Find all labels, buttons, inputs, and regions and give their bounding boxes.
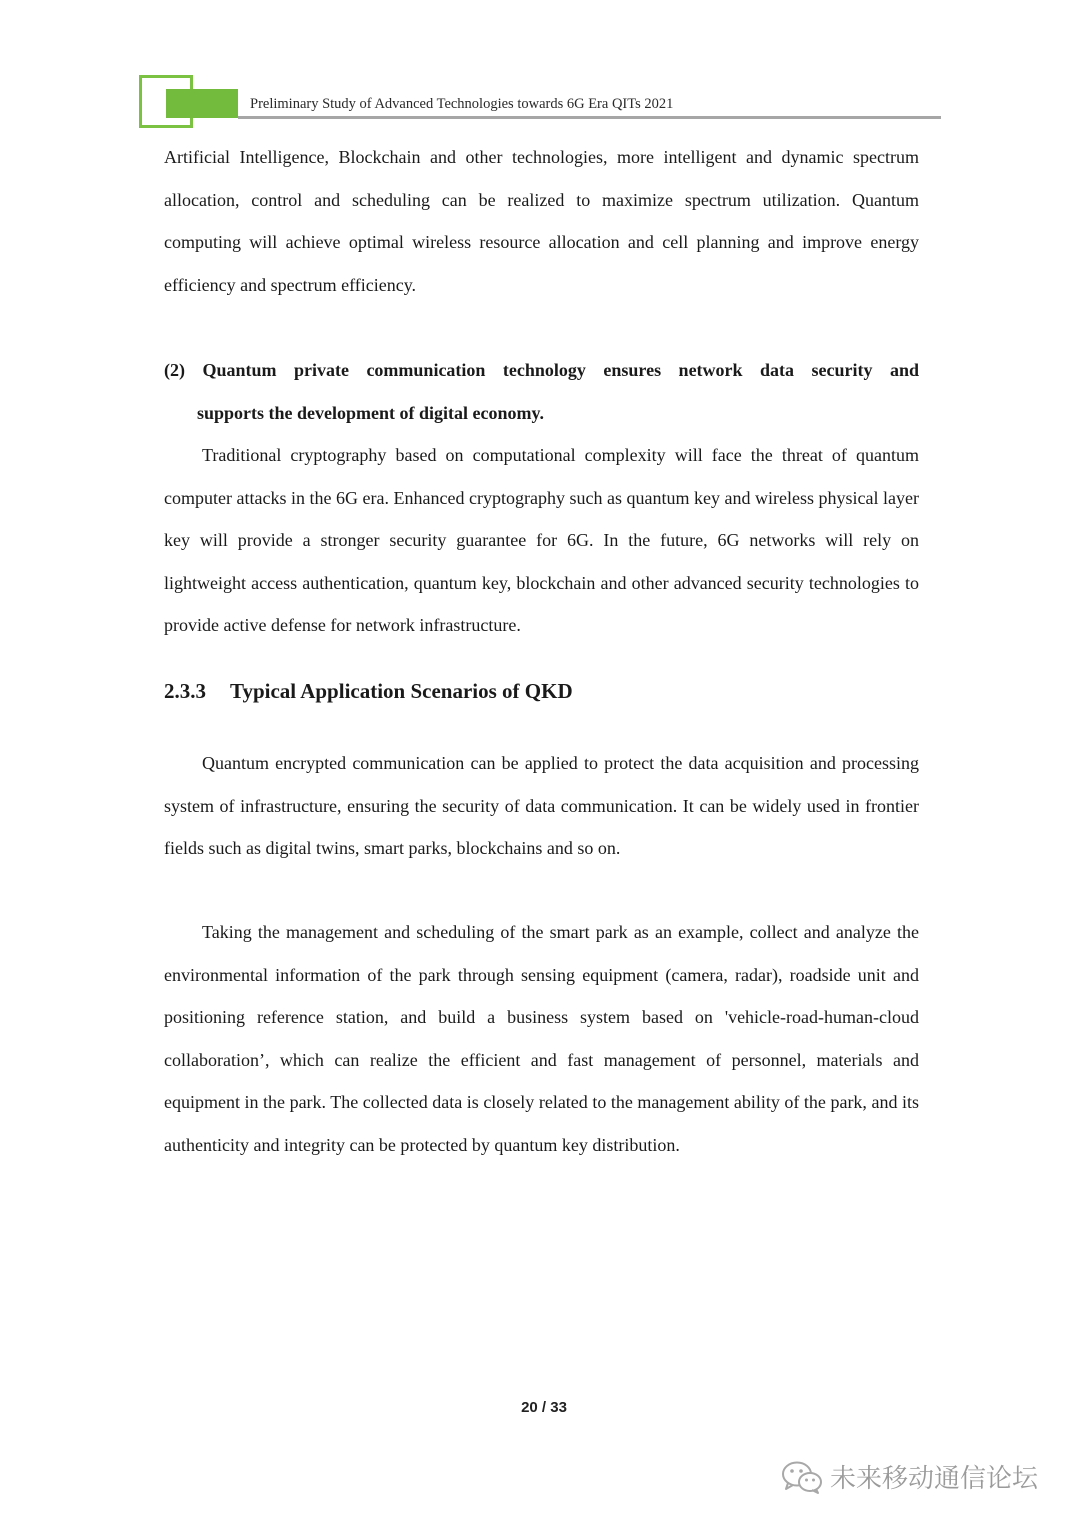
header-logo-fill (166, 89, 238, 118)
subheading-line-2: supports the development of digital economy. (197, 402, 545, 423)
section-title: Typical Application Scenarios of QKD (230, 679, 573, 703)
paragraph-qkd-applications: Quantum encrypted communication can be applied to protect the data acquisition and processing system of infrastructure, ensuring the security of data communication. It can be widely used in frontier fields such as digital twins, smart parks, blockchains and so on. (164, 753, 919, 858)
header-rule (238, 116, 941, 119)
paragraph-cryptography: Traditional cryptography based on computational complexity will face the threat of quantum computer attacks in the 6G era. Enhanced cryptography such as quantum key and wireless physical layer key will provide a stronger security guarantee for 6G. In the future, 6G networks will rely on lightweight access authentication, quantum key, blockchain and other advanced security technologies to provide active defense for network infrastructure. (164, 445, 919, 635)
subheading-line-1: (2) Quantum private communication technology ensures network data security and (164, 360, 919, 380)
watermark-text: 未来移动通信论坛 (830, 1464, 1039, 1494)
wechat-icon (780, 1459, 824, 1495)
header-title: Preliminary Study of Advanced Technologies towards 6G Era QITs 2021 (250, 96, 674, 112)
paragraph-smart-park: Taking the management and scheduling of the smart park as an example, collect and analyze the environmental information of the park through sensing equipment (camera, radar), roadside unit and positioning reference station, and build a business system based on 'vehicle-road-human-cloud collaboration’, which can realize the efficient and fast management of personnel, materials and equipment in the park. The collected data is closely related to the management ability of the park, and its authenticity and integrity can be protected by quantum key distribution. (164, 922, 919, 1155)
section-number: 2.3.3 (164, 679, 206, 703)
page-number: 20 / 33 (521, 1399, 567, 1416)
paragraph-intro: Artificial Intelligence, Blockchain and other technologies, more intelligent and dynamic spectrum allocation, control and scheduling can be realized to maximize spectrum utilization. Quantum computing will achieve optimal wireless resource allocation and cell planning and improve energy efficiency and spectrum efficiency. (164, 147, 919, 295)
watermark (780, 1458, 1038, 1495)
subheading-quantum-private-communication (164, 349, 919, 434)
section-heading (164, 679, 573, 704)
